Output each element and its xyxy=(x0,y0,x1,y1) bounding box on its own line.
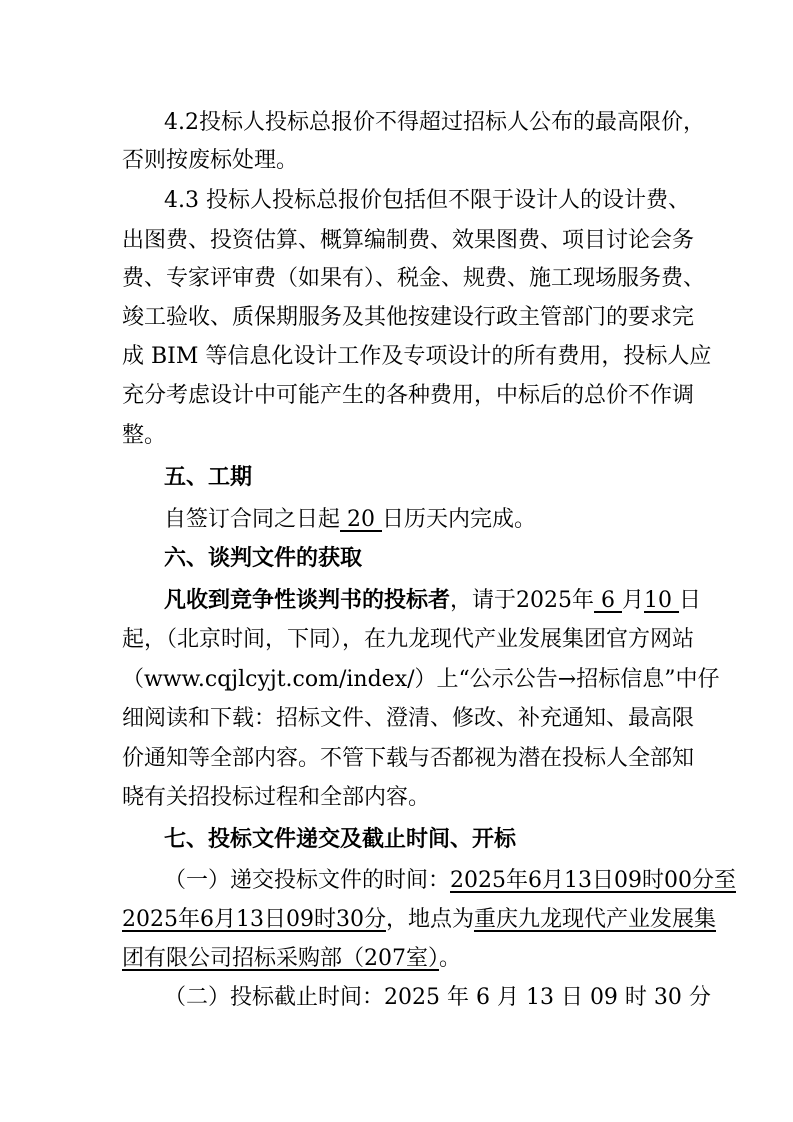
para-4-3-line-6: 充分考虑设计中可能产生的各种费用，中标后的总价不作调 xyxy=(122,383,695,408)
submission-location-2: 团有限公司招标采购部（207室） xyxy=(122,946,439,971)
section-6-line-3: （www.cqjlcyjt.com/index/）上“公示公告→招标信息”中仔 xyxy=(122,667,720,692)
section-5-heading: 五、工期 xyxy=(164,465,253,490)
submission-label: （一）递交投标文件的时间： xyxy=(164,868,451,893)
para-4-3-line-1: 4.3 投标人投标总报价包括但不限于设计人的设计费、 xyxy=(164,188,690,213)
section-6-text-1: ，请于2025年 xyxy=(450,588,595,613)
para-4-3-line-4: 竣工验收、质保期服务及其他按建设行政主管部门的要求完 xyxy=(122,305,695,330)
section-6-line-1 xyxy=(164,586,701,616)
section-7-item-1-line-3 xyxy=(122,944,461,974)
para-4-3-line-5: 成 BIM 等信息化设计工作及专项设计的所有费用，投标人应 xyxy=(122,344,712,369)
duration-days: 20 xyxy=(340,507,382,532)
section-6-bold-lead: 凡收到竞争性谈判书的投标者 xyxy=(164,588,451,613)
submission-time-start: 2025年6月13日09时00分至 xyxy=(450,868,736,893)
section-6-line-6: 晓有关招投标过程和全部内容。 xyxy=(122,785,431,810)
section-6-text-2: 月 xyxy=(622,588,645,613)
section-6-heading: 六、谈判文件的获取 xyxy=(164,546,363,571)
para-4-2-line-2: 否则按废标处理。 xyxy=(122,148,299,173)
submission-location-1: 重庆九龙现代产业发展集 xyxy=(473,907,716,932)
duration-prefix: 自签订合同之日起 xyxy=(164,507,341,532)
para-4-2-line-1: 4.2投标人投标总报价不得超过招标人公布的最高限价， xyxy=(164,110,705,135)
section-7-heading: 七、投标文件递交及截止时间、开标 xyxy=(164,827,517,852)
para-4-3-line-7: 整。 xyxy=(122,423,167,448)
submission-location-label: ，地点为 xyxy=(385,907,474,932)
section-7-item-2: （二）投标截止时间：2025 年 6 月 13 日 09 时 30 分 xyxy=(164,985,711,1010)
para-4-3-line-3: 费、专家评审费（如果有）、税金、规费、施工现场服务费、 xyxy=(122,266,706,291)
section-6-text-3: 日 xyxy=(679,588,702,613)
section-6-line-5: 价通知等全部内容。不管下载与否都视为潜在投标人全部知 xyxy=(122,746,695,771)
submission-end-punct: 。 xyxy=(439,946,462,971)
section-6-day: 10 xyxy=(644,588,680,613)
section-7-item-1-line-2 xyxy=(122,905,716,935)
section-6-line-4: 细阅读和下载：招标文件、澄清、修改、补充通知、最高限 xyxy=(122,706,695,731)
section-7-item-1-line-1 xyxy=(164,866,736,896)
section-5-duration xyxy=(164,505,536,535)
section-6-line-2: 起，（北京时间，下同），在九龙现代产业发展集团官方网站 xyxy=(122,627,695,652)
submission-time-end: 2025年6月13日09时30分 xyxy=(122,907,386,932)
section-6-month: 6 xyxy=(594,588,622,613)
para-4-3-line-2: 出图费、投资估算、概算编制费、效果图费、项目讨论会务 xyxy=(122,228,695,253)
duration-suffix: 日历天内完成。 xyxy=(382,507,537,532)
